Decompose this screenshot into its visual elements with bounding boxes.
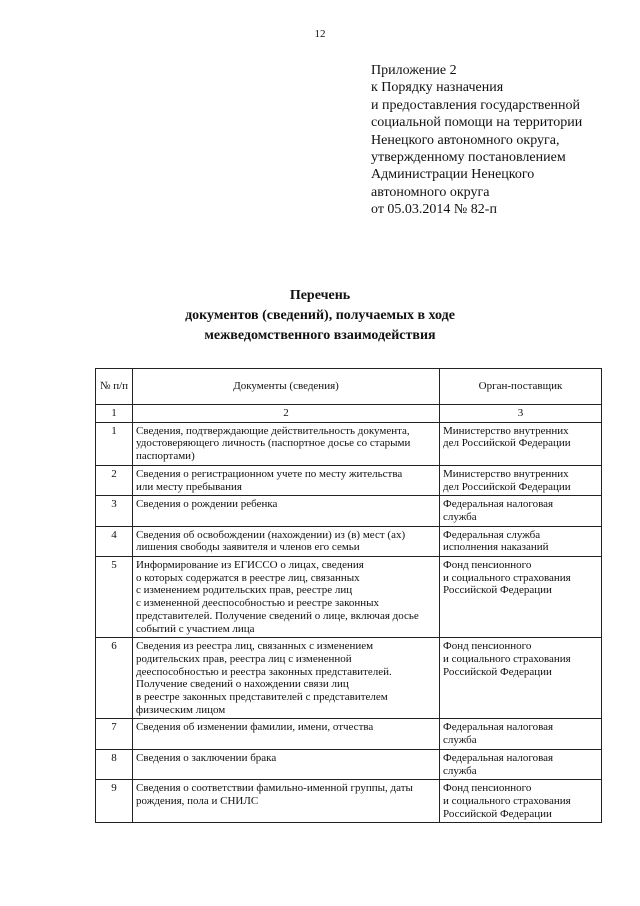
document-text-line: Сведения об освобождении (нахождении) из (в) мест (ах)	[136, 528, 406, 541]
row-supplier	[440, 465, 602, 495]
document-text-line: удостоверяющего личность (паспортное досье со старыми	[136, 437, 411, 450]
row-number: 1	[96, 422, 133, 465]
document-text-line: событий с участием лица	[136, 622, 255, 635]
table-row	[96, 749, 602, 779]
table-row	[96, 465, 602, 495]
supplier-text-line: служба	[443, 764, 477, 777]
document-text-line: о которых содержатся в реестре лиц, связанных	[136, 571, 360, 584]
table-row	[96, 557, 602, 638]
column-number: 2	[133, 405, 440, 423]
appendix-line: утвержденному постановлением	[371, 150, 566, 166]
appendix-line: Приложение 2	[371, 63, 457, 78]
table-row	[96, 422, 602, 465]
appendix-line: и предоставления государственной	[371, 97, 581, 113]
supplier-text-line: Министерство внутренних	[443, 467, 569, 480]
header-documents: Документы (сведения)	[133, 369, 440, 405]
table-row	[96, 496, 602, 526]
supplier-text-line: Российской Федерации	[443, 807, 552, 820]
document-text-line: в реестре законных представителей с представителем	[136, 691, 388, 704]
document-text-line: Сведения из реестра лиц, связанных с изменением	[136, 640, 374, 653]
row-supplier	[440, 780, 602, 823]
document-text-line: Информирование из ЕГИССО о лицах, сведения	[136, 559, 364, 572]
header-number: № п/п	[96, 369, 133, 405]
row-document	[133, 557, 440, 638]
supplier-text-line: Федеральная налоговая	[443, 498, 554, 511]
document-text-line: паспортами)	[136, 450, 195, 463]
document-text-line: Сведения, подтверждающие действительность документа,	[136, 424, 410, 437]
row-document	[133, 526, 440, 556]
header-supplier: Орган-поставщик	[440, 369, 602, 405]
row-supplier	[440, 557, 602, 638]
page-number: 12	[314, 28, 326, 40]
document-text-line: Сведения об изменении фамилии, имени, отчества	[136, 721, 374, 734]
row-document	[133, 749, 440, 779]
document-text-line: с измененной дееспособностью и реестре законных	[136, 597, 380, 610]
appendix-line: от 05.03.2014 № 82-п	[371, 202, 497, 218]
document-text-line: рождения, пола и СНИЛС	[136, 794, 259, 807]
appendix-block	[371, 62, 631, 219]
title-line: Перечень	[289, 288, 351, 303]
row-number: 2	[96, 465, 133, 495]
supplier-text-line: Министерство внутренних	[443, 424, 569, 437]
document-text-line: представителей. Получение сведений о лице, включая досье	[136, 609, 419, 622]
table-header-row	[96, 369, 602, 405]
row-number: 7	[96, 719, 133, 749]
row-supplier	[440, 749, 602, 779]
supplier-text-line: Фонд пенсионного	[443, 559, 532, 572]
supplier-text-line: Российской Федерации	[443, 665, 552, 678]
document-text-line: родительских прав, реестра лиц с измененной	[136, 652, 352, 665]
row-number: 6	[96, 638, 133, 719]
supplier-text-line: и социального страхования	[443, 794, 571, 807]
document-text-line: дееспособностью и реестра законных представителей.	[136, 665, 392, 678]
appendix-line: социальной помощи на территории	[371, 115, 583, 131]
supplier-text-line: дел Российской Федерации	[443, 437, 571, 450]
column-number: 3	[440, 405, 602, 423]
supplier-text-line: Российской Федерации	[443, 584, 552, 597]
supplier-text-line: и социального страхования	[443, 571, 571, 584]
document-text-line: Сведения о соответствии фамильно-именной группы, даты	[136, 782, 413, 795]
row-number: 4	[96, 526, 133, 556]
document-text-line: или месту пребывания	[136, 480, 242, 493]
row-supplier	[440, 422, 602, 465]
document-text-line: Сведения о заключении брака	[136, 751, 277, 764]
row-supplier	[440, 496, 602, 526]
row-supplier	[440, 526, 602, 556]
table-row	[96, 526, 602, 556]
document-text-line: лишения свободы заявителя и членов его семьи	[136, 541, 360, 554]
appendix-line: Ненецкого автономного округа,	[371, 132, 560, 148]
supplier-text-line: служба	[443, 734, 477, 747]
supplier-text-line: дел Российской Федерации	[443, 480, 571, 493]
documents-table	[95, 368, 602, 823]
title-line: документов (сведений), получаемых в ходе	[185, 308, 455, 323]
column-number: 1	[96, 405, 133, 423]
row-document	[133, 465, 440, 495]
supplier-text-line: Федеральная служба	[443, 528, 541, 541]
appendix-line: Администрации Ненецкого	[371, 167, 535, 183]
document-text-line: физическим лицом	[136, 703, 226, 716]
row-number: 9	[96, 780, 133, 823]
supplier-text-line: Федеральная налоговая	[443, 721, 554, 734]
row-document	[133, 638, 440, 719]
document-text-line: Получение сведений о нахождении связи лиц	[136, 678, 349, 691]
document-title	[0, 286, 640, 346]
table-row	[96, 719, 602, 749]
appendix-line: автономного округа	[371, 184, 490, 200]
row-document	[133, 496, 440, 526]
document-text-line: Сведения о регистрационном учете по месту жительства	[136, 467, 403, 480]
row-document	[133, 780, 440, 823]
row-number: 3	[96, 496, 133, 526]
supplier-text-line: Федеральная налоговая	[443, 751, 554, 764]
supplier-text-line: Фонд пенсионного	[443, 640, 532, 653]
row-supplier	[440, 719, 602, 749]
appendix-line: к Порядку назначения	[371, 80, 504, 96]
row-number: 5	[96, 557, 133, 638]
supplier-text-line: Фонд пенсионного	[443, 782, 532, 795]
row-number: 8	[96, 749, 133, 779]
supplier-text-line: служба	[443, 510, 477, 523]
document-text-line: с изменением родительских прав, реестре лиц	[136, 584, 353, 597]
row-document	[133, 719, 440, 749]
title-line: межведомственного взаимодействия	[204, 328, 436, 343]
document-text-line: Сведения о рождении ребенка	[136, 498, 278, 511]
table-row	[96, 780, 602, 823]
table-row	[96, 638, 602, 719]
supplier-text-line: и социального страхования	[443, 652, 571, 665]
column-number-row	[96, 405, 602, 423]
supplier-text-line: исполнения наказаний	[443, 541, 549, 554]
row-supplier	[440, 638, 602, 719]
row-document	[133, 422, 440, 465]
